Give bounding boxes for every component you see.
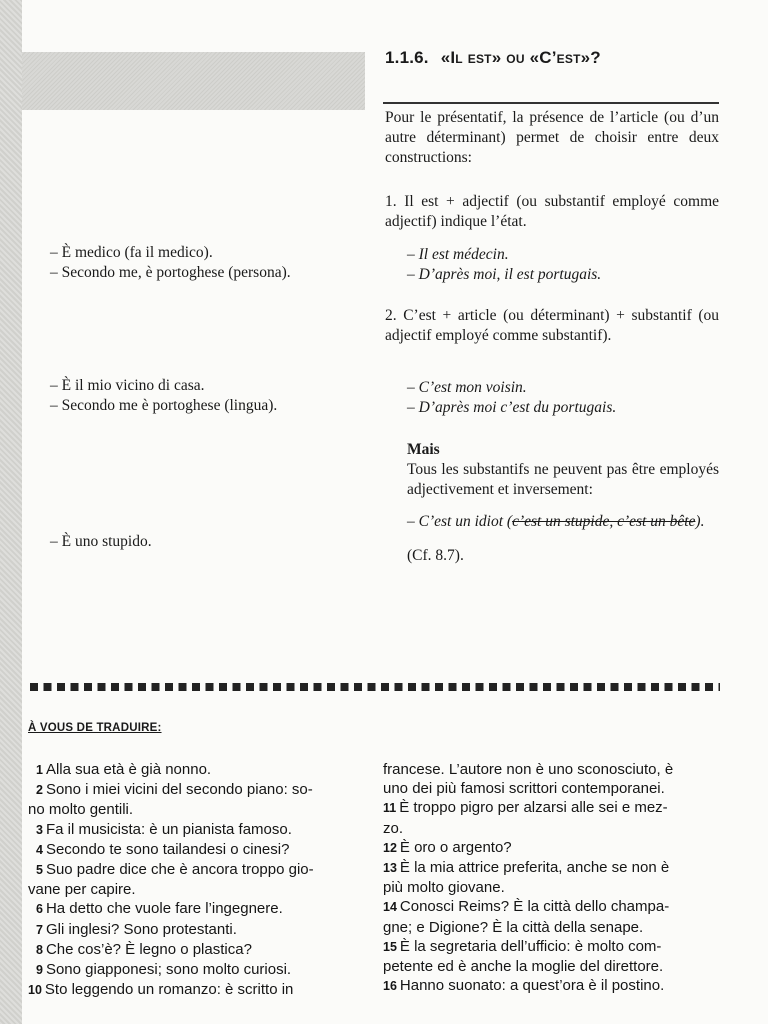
exercise-line: petente ed è anche la moglie del direttore. [383,958,664,976]
header-gray-band [22,52,365,110]
exercise-line: 1 Alla sua età è già nonno. [36,761,212,778]
mais-text: Tous les substantifs ne peuvent pas être employés adjectivement et inversement: [407,461,719,498]
example-fr: – C’est mon voisin. [407,379,527,396]
exercise-line: 16 Hanno suonato: a quest’ora è il postino. [383,977,665,995]
exercise-line: 12 È oro o argento? [383,838,512,856]
section-title: «Il est» ou «C’est»? [440,48,601,67]
exercise-right-column [383,760,719,996]
exercise-line: 6 Ha detto che vuole fare l’ingegnere. [36,900,283,918]
example-fr: – Il est médecin. [407,246,509,263]
mais-inner [385,440,719,566]
rule-2: 2. C’est + article (ou déterminant) + substantif (ou adjectif employé comme substantif). [385,307,719,344]
exercise-line: uno dei più famosi scrittori contemporanei. [383,780,665,798]
exercise-left-column [28,760,358,1000]
mais-block [385,440,719,566]
cross-reference: (Cf. 8.7). [407,547,464,564]
heading-rule [383,102,719,104]
exercise-line: 15 È la segretaria dell’ufficio: è molto com- [383,937,662,955]
example-fr: – D’après moi, il est portugais. [407,266,602,283]
example-it: – È medico (fa il medico). [50,244,213,261]
example-it: – È il mio vicino di casa. [50,377,205,394]
mais-example [407,512,719,532]
exercise-line: 4 Secondo te sono tailandesi o cinesi? [36,840,290,858]
rule-2-examples-fr [385,378,719,418]
example-it: – Secondo me, è portoghese (persona). [50,264,291,281]
exercise-line: no molto gentili. [28,801,134,819]
exercise-line: francese. L’autore non è uno sconosciuto, è [383,761,674,778]
exercise-heading-text: À VOUS DE TRADUIRE: [28,722,162,734]
rule-1: 1. Il est + adjectif (ou substantif employé comme adjectif) indique l’état. [385,193,719,230]
exercise-line: zo. [383,819,404,837]
section-heading [385,48,601,68]
exercise-line: 9 Sono giapponesi; sono molto curiosi. [36,961,292,979]
exercise-line: 11 È troppo pigro per alzarsi alle sei e mez- [383,799,668,817]
exercise-line: 7 Gli inglesi? Sono protestanti. [36,920,237,938]
rule-1-examples-it [50,243,291,283]
exercise-line: 3 Fa il musicista: è un pianista famoso. [36,820,292,838]
exercise-line: più molto giovane. [383,879,505,897]
section-number: 1.1.6. [385,48,429,67]
dotted-separator [30,683,720,691]
example-fr: – C’est un idiot [407,513,504,530]
exercise-line: 8 Che cos’è? È legno o plastica? [36,940,252,958]
example-it: – Secondo me è portoghese (lingua). [50,397,278,414]
mais-heading: Mais [407,441,440,458]
exercise-line: 5 Suo padre dice che è ancora troppo gio- [36,861,314,879]
paren-open: ( [506,513,513,530]
strikethrough-text: c’est un stupide, c’est un bête [512,513,696,530]
exercise-line: gne; e Digione? È la città della senape. [383,918,644,936]
exercise-heading [28,722,162,734]
exercise-line: 10 Sto leggendo un romanzo: è scritto in [28,981,294,999]
paren-close: ). [695,513,705,530]
exercise-line: 14 Conosci Reims? È la città dello champa- [383,898,670,916]
exercise-line: 2 Sono i miei vicini del secondo piano: so- [36,781,313,799]
exercise-line: vane per capire. [28,881,136,899]
mais-example-it: – È uno stupido. [50,533,152,550]
rule-1-examples-fr [385,245,719,285]
page-edge-shading [0,0,22,1024]
rule-2-examples-it [50,376,277,416]
intro-paragraph: Pour le présentatif, la présence de l’article (ou d’un autre déterminant) permet de choisir entre deux constructions: [385,109,719,166]
exercise-line: 13 È la mia attrice preferita, anche se non è [383,859,670,877]
example-fr: – D’après moi c’est du portugais. [407,399,617,416]
